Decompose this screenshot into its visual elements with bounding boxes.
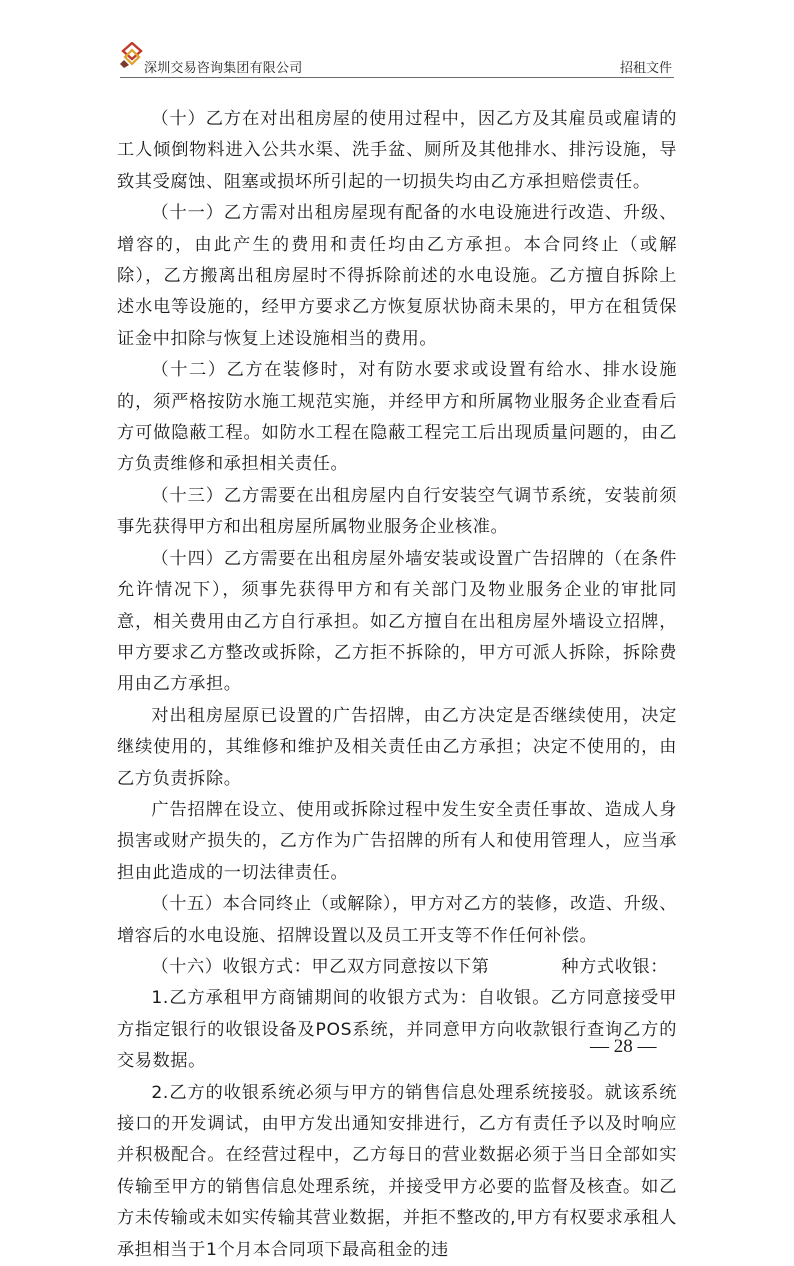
clause-13: （十三）乙方需要在出租房屋内自行安装空气调节系统，安装前须事先获得甲方和出租房屋所属物业服务企业核准。 (117, 485, 677, 538)
page-header (120, 42, 674, 78)
document-body (117, 104, 677, 1266)
option-2-text-tail: 个月本合同项下最高租金的违 (217, 1239, 449, 1260)
option-1-text: 乙方承租甲方商铺期间的收银方式为：自收银。乙方同意接受甲方指定银行的收银设备及 (117, 988, 677, 1040)
cashier-option-2 (117, 1078, 677, 1266)
cashier-option-1 (117, 983, 677, 1077)
pos-term: POS (315, 1019, 353, 1040)
page-number: — 28 — (590, 1036, 657, 1057)
clause-15: （十五）本合同终止（或解除），甲方对乙方的装修，改造、升级、增容后的水电设施、招牌设置以及员工开支等不作任何补偿。 (117, 894, 677, 946)
company-name: 深圳交易咨询集团有限公司 (144, 61, 303, 76)
clause-10: （十）乙方在对出租房屋的使用过程中，因乙方及其雇员或雇请的工人倾倒物料进入公共水渠、洗手盆、厕所及其他排水、排污设施，导致其受腐蚀、阻塞或损坏所引起的一切损失均由乙方承担赔偿责任。 (117, 109, 677, 192)
clause-11: （十一）乙方需对出租房屋现有配备的水电设施进行改造、升级、增容的，由此产生的费用和责任均由乙方承担。本合同终止（或解除），乙方搬离出租房屋时不得拆除前述的水电设施。乙方擅自拆除上述水电等设施的，经甲方要求乙方恢复原状协商未果的，甲方在租赁保证金中扣除与恢复上述设施相当的费用。 (117, 203, 677, 349)
option-2-text-mid: 甲方有权要求承租人承担相当于 (117, 1208, 678, 1260)
cashier-intro-tail: 种方式收银： (561, 956, 669, 977)
company-logo-icon (120, 42, 144, 68)
option-2-comma: , (510, 1208, 517, 1229)
month-count: 1 (205, 1239, 218, 1260)
clause-14-liability: 广告招牌在设立、使用或拆除过程中发生安全责任事故、造成人身损害或财产损失的，乙方作为广告招牌的所有人和使用管理人，应当承担由此造成的一切法律责任。 (117, 799, 677, 883)
option-1-text-tail: 系统，并同意甲方向收款银行查询乙方的交易数据。 (117, 1019, 677, 1072)
clause-14-existing-signs: 对出租房屋原已设置的广告招牌，由乙方决定是否继续使用，决定继续使用的，其维修和维护及相关责任由乙方承担；决定不使用的，由乙方负责拆除。 (117, 705, 677, 789)
clause-16-intro (117, 952, 677, 983)
option-2-text: 乙方的收银系统必须与甲方的销售信息处理系统接驳。就该系统接口的开发调试，由甲方发出通知安排进行，乙方有责任予以及时响应并积极配合。在经营过程中，乙方每日的营业数据必须于当日全部如实传输至甲方的销售信息处理系统，并接受甲方必要的监督及核查。如乙方未传输或未如实传输其营业数据，并拒不整改的 (117, 1082, 677, 1229)
cashier-intro-text: （十六）收银方式：甲乙双方同意按以下第 (151, 956, 490, 977)
clause-14: （十四）乙方需要在出租房屋外墙安装或设置广告招牌的（在条件允许情况下），须事先获得甲方和有关部门及物业服务企业的审批同意，相关费用由乙方自行承担。如乙方擅自在出租房屋外墙设立招牌，甲方要求乙方整改或拆除，乙方拒不拆除的，甲方可派人拆除，拆除费用由乙方承担。 (117, 548, 677, 695)
option-1-number: 1. (151, 988, 169, 1009)
option-2-number: 2. (151, 1082, 169, 1103)
document-title: 招租文件 (619, 61, 672, 76)
clause-12: （十二）乙方在装修时，对有防水要求或设置有给水、排水设施的，须严格按防水施工规范实施，并经甲方和所属物业服务企业查看后方可做隐蔽工程。如防水工程在隐蔽工程完工后出现质量问题的，由乙方负责维修和承担相关责任。 (117, 360, 677, 475)
header-rule (120, 77, 674, 78)
